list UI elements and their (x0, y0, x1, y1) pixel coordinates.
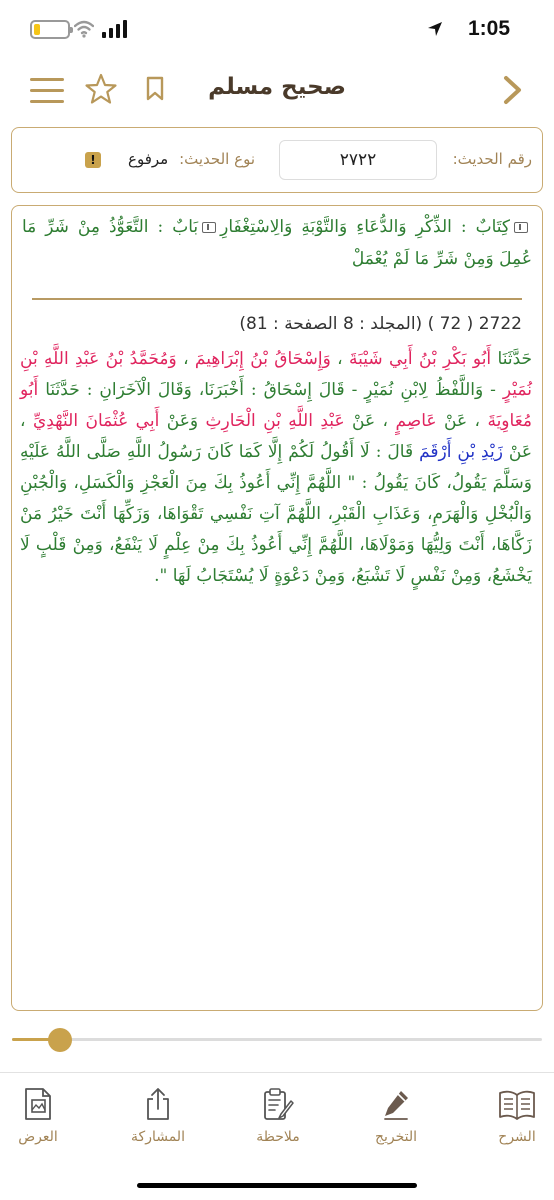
page-slider-track[interactable] (12, 1038, 542, 1041)
bottom-toolbar (0, 1072, 554, 1200)
note-button[interactable] (228, 1087, 328, 1145)
divider (32, 298, 522, 300)
narrator-link[interactable]: وَإِسْحَاقُ بْنُ إِبْرَاهِيمَ (194, 349, 331, 369)
wifi-icon (74, 20, 94, 38)
chapter-title: بَابٌ : التَّعَوُّذُ مِنْ شَرِّ مَا عُمِلَ وَمِنْ شَرِّ مَا لَمْ يُعْمَلْ (22, 217, 532, 269)
volume-page-reference: 2722 ( 72 ) (المجلد : 8 الصفحة : 81) (239, 314, 522, 334)
hadith-text (20, 344, 532, 592)
share-label: المشاركة (131, 1129, 185, 1145)
takhrij-label: التخريج (374, 1129, 418, 1145)
exclamation-small-icon[interactable] (514, 222, 528, 233)
open-book-icon (498, 1087, 536, 1121)
narrator-link[interactable]: أَبُو مُعَاوِيَةَ (20, 380, 532, 431)
share-button[interactable] (108, 1087, 208, 1145)
narrator-link[interactable]: عَاصِمٍ (395, 411, 437, 431)
pencil-icon (381, 1087, 411, 1121)
hadith-type-label: نوع الحديث: (179, 150, 255, 168)
note-label: ملاحظة (256, 1129, 300, 1145)
separator-text: ، عَنْ (344, 411, 396, 431)
cellular-signal-icon (102, 20, 130, 38)
page-title: صحيح مسلم (208, 74, 346, 100)
app-header (0, 60, 554, 122)
open-book-small-icon[interactable] (202, 222, 216, 233)
status-time: 1:05 (467, 17, 510, 40)
hadith-number-label: رقم الحديث: (452, 150, 532, 168)
hamburger-menu-icon[interactable] (30, 76, 64, 104)
narrator-link[interactable]: وَمُحَمَّدُ بْنُ عَبْدِ اللَّهِ بْنِ نُمَيْرٍ (20, 349, 532, 400)
separator-text: ، عَنْ (436, 411, 488, 431)
view-document-icon (23, 1087, 53, 1121)
separator-text: وَعَنْ (159, 411, 206, 431)
narrator-link[interactable]: أَبُو بَكْرِ بْنُ أَبِي شَيْبَةَ (349, 349, 492, 369)
separator-text: ، عَنْ (20, 411, 532, 462)
home-indicator (137, 1183, 417, 1188)
sharh-label: الشرح (498, 1129, 536, 1145)
hadith-info-box (11, 127, 543, 193)
battery-level-fill (34, 24, 40, 35)
takhrij-button[interactable] (346, 1087, 446, 1145)
location-arrow-icon (427, 21, 443, 37)
chevron-right-back-icon[interactable] (502, 74, 524, 106)
view-button[interactable] (0, 1087, 88, 1145)
sharh-button[interactable] (467, 1087, 554, 1145)
separator-text: ، (330, 349, 350, 369)
chapter-heading (22, 211, 532, 275)
hadith-content-box (11, 205, 543, 1011)
exclamation-info-icon[interactable]: ! (85, 152, 101, 168)
note-clipboard-icon (262, 1087, 294, 1121)
view-label: العرض (18, 1129, 58, 1145)
separator-text: ، (176, 349, 195, 369)
isnad-text: حَدَّثَنَا (491, 349, 532, 369)
status-bar (0, 0, 554, 60)
battery-icon (30, 20, 70, 39)
hadith-number-input[interactable]: ٢٧٢٢ (279, 140, 437, 180)
narrator-link[interactable]: عَبْدِ اللَّهِ بْنِ الْحَارِثِ (205, 411, 345, 431)
star-favorite-icon[interactable] (84, 72, 118, 106)
book-title: كِتَابٌ : الذِّكْرِ وَالدُّعَاءِ وَالتَّوْبَةِ وَالِاسْتِغْفَارِ (220, 217, 510, 237)
hadith-type-value: مرفوع (128, 150, 169, 168)
matn-text: قَالَ : لَا أَقُولُ لَكُمْ إِلَّا كَمَا كَانَ رَسُولُ اللَّهِ صَلَّى اللَّهُ عَلَيْهِ وَسَلَّمَ يَقُولُ، كَانَ يَقُولُ : " اللَّهُمَّ إِنِّي أَعُوذُ بِكَ مِنَ الْعَجْزِ وَالْكَسَلِ، وَالْجُبْنِ وَالْبُخْلِ وَالْهَرَمِ، وَعَذَابِ الْقَبْرِ، اللَّهُمَّ آتِ نَفْسِي تَقْوَاهَا، وَزَكِّهَا أَنْتَ خَيْرُ مَنْ زَكَّاهَا، أَنْتَ وَلِيُّهَا وَمَوْلَاهَا، اللَّهُمَّ إِنِّي أَعُوذُ بِكَ مِنْ عِلْمٍ لَا يَنْفَعُ، وَمِنْ قَلْبٍ لَا يَخْشَعُ، وَمِنْ نَفْسٍ لَا تَشْبَعُ، وَمِنْ دَعْوَةٍ لَا يُسْتَجَابُ لَهَا ". (20, 442, 532, 586)
page-slider-thumb[interactable] (48, 1028, 72, 1052)
isnad-text: - وَاللَّفْظُ لِابْنِ نُمَيْرٍ - قَالَ إِسْحَاقُ : أَخْبَرَنَا، وَقَالَ الْآخَرَانِ : حَدَّثَنَا (38, 380, 503, 400)
narrator-link[interactable]: أَبِي عُثْمَانَ النَّهْدِيِّ (32, 411, 160, 431)
share-icon (143, 1087, 173, 1121)
companion-narrator-link[interactable]: زَيْدِ بْنِ أَرْقَمَ (419, 442, 503, 462)
